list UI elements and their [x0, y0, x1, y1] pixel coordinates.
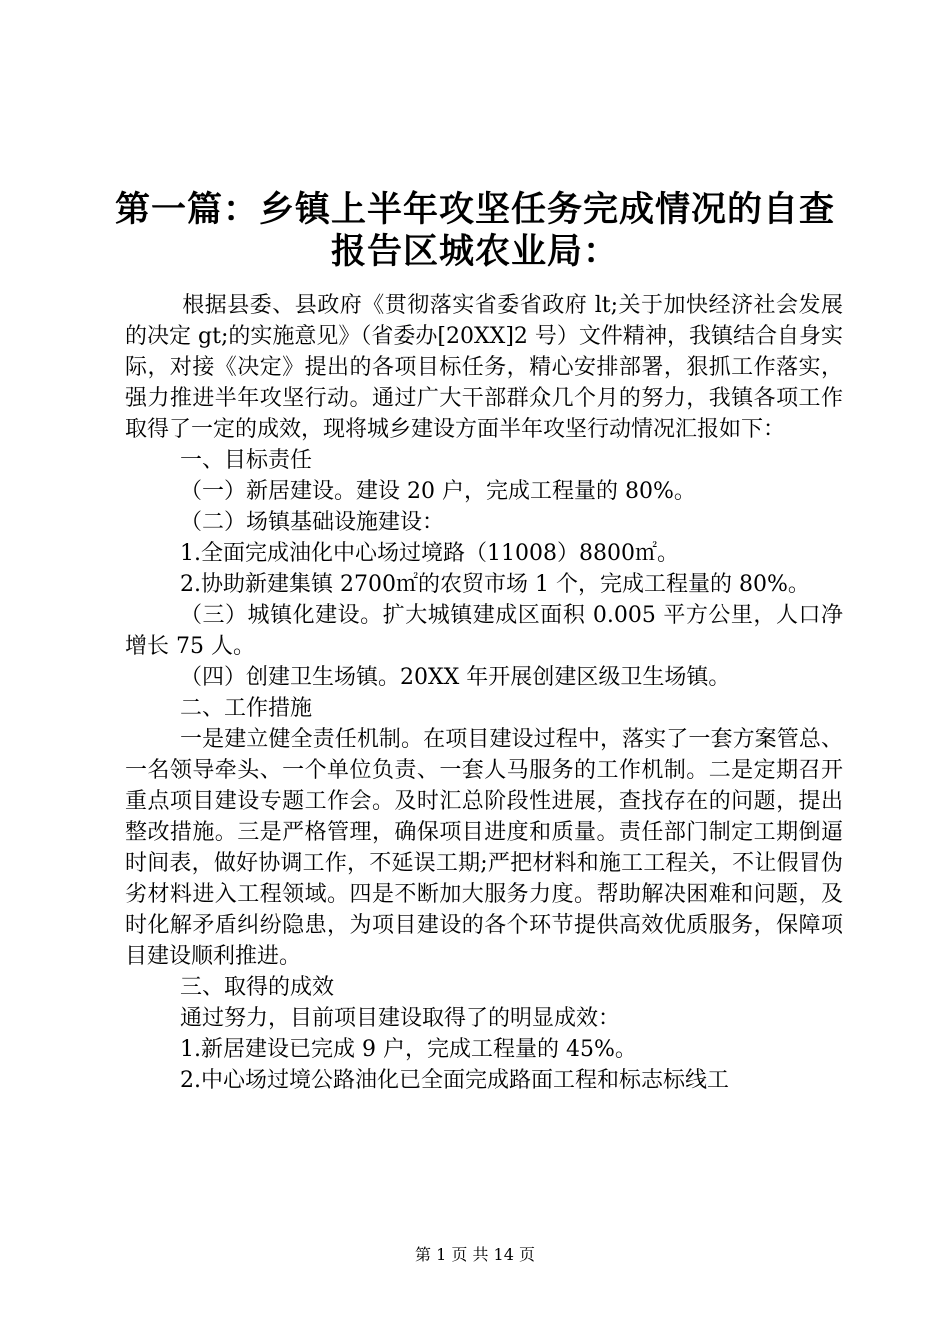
intro-paragraph: 根据县委、县政府《贯彻落实省委省政府 lt;关于加快经济社会发展的决定 gt;的实施意见》（省委办[20XX]2 号）文件精神，我镇结合自身实际，对接《决定》提出的各项目标任务，精心安排部署，狠抓工作落实，强力推进半年攻坚行动。通过广大干部群众几个月的努力，我镇各项工作取得了一定的成效，现将城乡建设方面半年攻坚行动情况汇报如下： — [125, 293, 843, 442]
section-heading-measures: 二、工作措施 — [180, 696, 313, 721]
goal-item-urbanization: （三）城镇化建设。扩大城镇建成区面积 0.005 平方公里，人口净增长 75 人。 — [125, 603, 843, 659]
document-title-line-1: 第一篇：乡镇上半年攻坚任务完成情况的自查 — [114, 190, 835, 230]
result-item-road: 2.中心场过境公路油化已全面完成路面工程和标志标线工 — [180, 1068, 729, 1093]
result-item-housing: 1.新居建设已完成 9 户，完成工程量的 45%。 — [180, 1037, 637, 1062]
results-intro: 通过努力，目前项目建设取得了的明显成效： — [180, 1006, 621, 1031]
page-footer: 第 1 页 共 14 页 — [415, 1245, 535, 1264]
goal-subitem-market: 2.协助新建集镇 2700㎡的农贸市场 1 个，完成工程量的 80%。 — [180, 572, 810, 597]
section-heading-goals: 一、目标责任 — [180, 448, 313, 473]
goal-item-sanitation: （四）创建卫生场镇。20XX 年开展创建区级卫生场镇。 — [180, 665, 731, 690]
goal-subitem-road: 1.全面完成油化中心场过境路（11008）8800㎡。 — [180, 541, 679, 566]
goal-item-housing: （一）新居建设。建设 20 户，完成工程量的 80%。 — [180, 479, 696, 504]
document-body — [125, 290, 843, 1096]
section-heading-results: 三、取得的成效 — [180, 975, 335, 1000]
measures-paragraph: 一是建立健全责任机制。在项目建设过程中，落实了一套方案管总、一名领导牵头、一个单位负责、一套人马服务的工作机制。二是定期召开重点项目建设专题工作会。及时汇总阶段性进展，查找存在的问题，提出整改措施。三是严格管理，确保项目进度和质量。责任部门制定工期倒逼时间表，做好协调工作，不延误工期;严把材料和施工工程关，不让假冒伪劣材料进入工程领域。四是不断加大服务力度。帮助解决困难和问题，及时化解矛盾纠纷隐患，为项目建设的各个环节提供高效优质服务，保障项目建设顺利推进。 — [125, 727, 843, 969]
goal-item-infrastructure: （二）场镇基础设施建设： — [180, 510, 445, 535]
document-title-line-2: 报告区城农业局： — [330, 232, 619, 272]
